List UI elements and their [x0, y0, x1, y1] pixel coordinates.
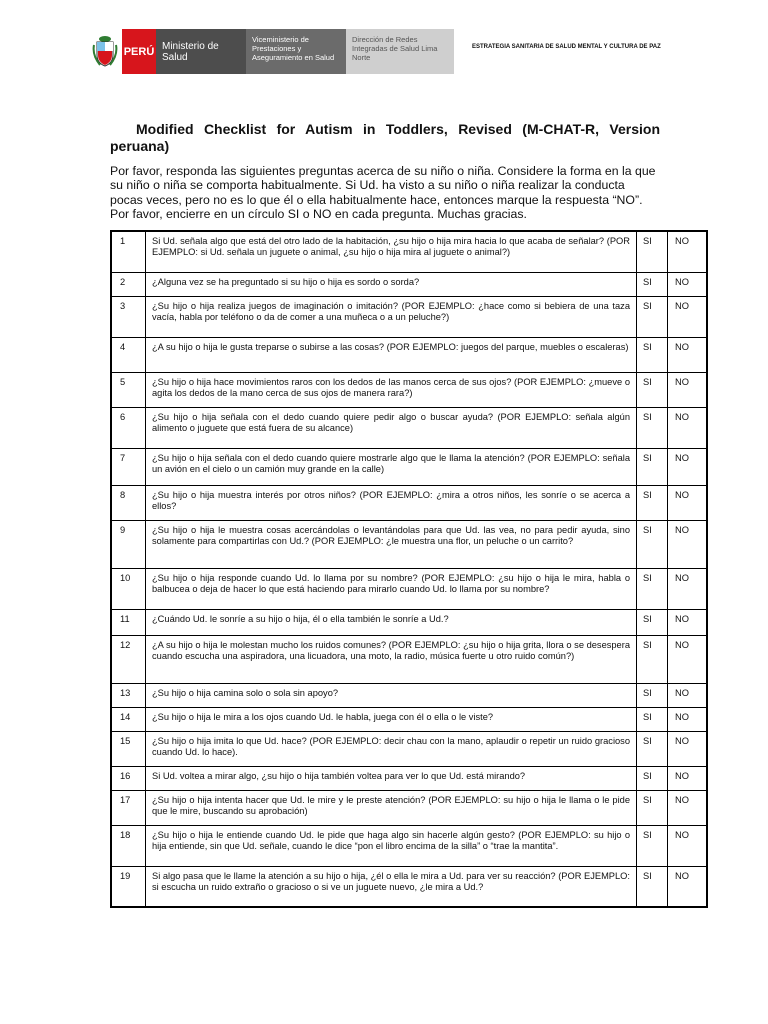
answer-no[interactable]: NO — [668, 790, 708, 825]
question-text: Si Ud. señala algo que está del otro lado de la habitación, ¿su hijo o hija mira hacia lo que acaba de señalar? (POR EJEMPLO: si Ud. señala un juguete o animal, ¿su hijo o hija mira al juguete o animal?) — [146, 231, 637, 272]
question-text: ¿Su hijo o hija le entiende cuando Ud. le pide que haga algo sin hacerle algún gesto? (POR EJEMPLO: su hijo o hija entiende, sin que Ud. señale, cuando le dice “pon el libro encima de la silla” o “trae la mantita”. — [146, 825, 637, 866]
question-number: 7 — [111, 448, 146, 485]
question-row — [111, 407, 707, 448]
answer-yes[interactable]: SI — [637, 635, 668, 683]
question-row — [111, 825, 707, 866]
question-text: ¿Su hijo o hija le mira a los ojos cuando Ud. le habla, juega con él o ella o le viste? — [146, 707, 637, 731]
answer-no[interactable]: NO — [668, 337, 708, 372]
coat-of-arms-icon — [88, 29, 122, 74]
question-row — [111, 766, 707, 790]
answer-yes[interactable]: SI — [637, 520, 668, 568]
answer-no[interactable]: NO — [668, 766, 708, 790]
questions-table — [110, 230, 708, 908]
question-text: ¿Su hijo o hija señala con el dedo cuando quiere pedir algo o buscar ayuda? (POR EJEMPLO: señala algún alimento o juguete que está fuera de su alcance) — [146, 407, 637, 448]
question-row — [111, 520, 707, 568]
answer-no[interactable]: NO — [668, 683, 708, 707]
question-number: 15 — [111, 731, 146, 766]
answer-no[interactable]: NO — [668, 448, 708, 485]
question-text: ¿Su hijo o hija responde cuando Ud. lo llama por su nombre? (POR EJEMPLO: ¿su hijo o hija le mira, habla o balbucea o deja de hacer lo que está haciendo para mirarlo cuando Ud. lo llama por su nombre? — [146, 568, 637, 609]
answer-no[interactable]: NO — [668, 609, 708, 635]
question-row — [111, 337, 707, 372]
answer-yes[interactable]: SI — [637, 231, 668, 272]
question-number: 14 — [111, 707, 146, 731]
vice-ministry-label: Viceministerio de Prestaciones y Aseguramiento en Salud — [246, 29, 346, 74]
question-number: 19 — [111, 866, 146, 907]
ministry-label: Ministerio de Salud — [156, 29, 246, 74]
answer-yes[interactable]: SI — [637, 731, 668, 766]
answer-yes[interactable]: SI — [637, 790, 668, 825]
question-text: ¿Alguna vez se ha preguntado si su hijo o hija es sordo o sorda? — [146, 272, 637, 296]
answer-no[interactable]: NO — [668, 485, 708, 520]
question-row — [111, 568, 707, 609]
answer-no[interactable]: NO — [668, 231, 708, 272]
question-row — [111, 866, 707, 907]
question-row — [111, 790, 707, 825]
document-title: Modified Checklist for Autism in Toddlers, Revised (M-CHAT-R, Version peruana) — [110, 121, 660, 154]
question-number: 16 — [111, 766, 146, 790]
peru-label: PERÚ — [122, 29, 156, 74]
question-row — [111, 372, 707, 407]
question-text: ¿A su hijo o hija le molestan mucho los ruidos comunes? (POR EJEMPLO: ¿su hijo o hija grita, llora o se desespera cuando escucha una aspiradora, una licuadora, una moto, la radio, música fuerte u otro ruido común?) — [146, 635, 637, 683]
answer-no[interactable]: NO — [668, 731, 708, 766]
direction-label: Dirección de Redes Integradas de Salud Lima Norte — [346, 29, 454, 74]
question-row — [111, 635, 707, 683]
question-row — [111, 731, 707, 766]
answer-no[interactable]: NO — [668, 372, 708, 407]
answer-yes[interactable]: SI — [637, 372, 668, 407]
question-text: Si Ud. voltea a mirar algo, ¿su hijo o hija también voltea para ver lo que Ud. está mirando? — [146, 766, 637, 790]
question-number: 8 — [111, 485, 146, 520]
question-number: 4 — [111, 337, 146, 372]
question-row — [111, 231, 707, 272]
instructions-paragraph: Por favor, responda las siguientes preguntas acerca de su niño o niña. Considere la forma en la que su niño o niña se comporta habitualmente. Si Ud. ha visto a su niño o niña realizar la conducta pocas veces, pero no es lo que él o ella habitualmente hace, entonces marque la respuesta “NO”. Por favor, encierre en un círculo SI o NO en cada pregunta. Muchas gracias. — [110, 164, 656, 222]
question-number: 13 — [111, 683, 146, 707]
answer-yes[interactable]: SI — [637, 485, 668, 520]
answer-no[interactable]: NO — [668, 407, 708, 448]
answer-yes[interactable]: SI — [637, 568, 668, 609]
question-text: ¿Su hijo o hija camina solo o sola sin apoyo? — [146, 683, 637, 707]
answer-no[interactable]: NO — [668, 568, 708, 609]
answer-no[interactable]: NO — [668, 520, 708, 568]
questions-table-body — [111, 231, 707, 907]
answer-no[interactable]: NO — [668, 866, 708, 907]
question-text: ¿Su hijo o hija intenta hacer que Ud. le mire y le preste atención? (POR EJEMPLO: su hijo o hija le llama o le pide que le mire, buscando su aprobación) — [146, 790, 637, 825]
answer-yes[interactable]: SI — [637, 866, 668, 907]
answer-no[interactable]: NO — [668, 707, 708, 731]
question-number: 9 — [111, 520, 146, 568]
question-row — [111, 448, 707, 485]
answer-no[interactable]: NO — [668, 296, 708, 337]
question-text: ¿Su hijo o hija muestra interés por otros niños? (POR EJEMPLO: ¿mira a otros niños, les sonríe o se acerca a ellos? — [146, 485, 637, 520]
question-number: 17 — [111, 790, 146, 825]
answer-yes[interactable]: SI — [637, 683, 668, 707]
question-row — [111, 707, 707, 731]
header-logo-strip — [88, 29, 454, 74]
answer-no[interactable]: NO — [668, 635, 708, 683]
question-text: Si algo pasa que le llame la atención a su hijo o hija, ¿él o ella le mira a Ud. para ver su reacción? (POR EJEMPLO: si escucha un ruido extraño o gracioso o si ve un juguete nuevo, ¿le mira a Ud.? — [146, 866, 637, 907]
question-text: ¿Su hijo o hija le muestra cosas acercándolas o levantándolas para que Ud. las vea, no para pedir ayuda, sino solamente para compartirlas con Ud.? (POR EJEMPLO: ¿le muestra una flor, un peluche o un carrito? — [146, 520, 637, 568]
question-text: ¿A su hijo o hija le gusta treparse o subirse a las cosas? (POR EJEMPLO: juegos del parque, muebles o escaleras) — [146, 337, 637, 372]
question-row — [111, 683, 707, 707]
question-row — [111, 609, 707, 635]
question-number: 5 — [111, 372, 146, 407]
answer-yes[interactable]: SI — [637, 272, 668, 296]
question-text: ¿Su hijo o hija señala con el dedo cuando quiere mostrarle algo que le llama la atención? (POR EJEMPLO: señala un avión en el cielo o un camión muy grande en la calle) — [146, 448, 637, 485]
answer-yes[interactable]: SI — [637, 609, 668, 635]
answer-no[interactable]: NO — [668, 272, 708, 296]
question-number: 18 — [111, 825, 146, 866]
question-text: ¿Su hijo o hija imita lo que Ud. hace? (POR EJEMPLO: decir chau con la mano, aplaudir o repetir un ruido gracioso cuando Ud. lo hace). — [146, 731, 637, 766]
question-number: 10 — [111, 568, 146, 609]
answer-yes[interactable]: SI — [637, 825, 668, 866]
question-number: 3 — [111, 296, 146, 337]
question-number: 11 — [111, 609, 146, 635]
answer-no[interactable]: NO — [668, 825, 708, 866]
question-text: ¿Su hijo o hija hace movimientos raros con los dedos de las manos cerca de sus ojos? (POR EJEMPLO: ¿mueve o agita los dedos de la mano cerca de sus ojos de manera rara?) — [146, 372, 637, 407]
question-row — [111, 272, 707, 296]
question-row — [111, 485, 707, 520]
question-text: ¿Cuándo Ud. le sonríe a su hijo o hija, él o ella también le sonríe a Ud.? — [146, 609, 637, 635]
strategy-label: ESTRATEGIA SANITARIA DE SALUD MENTAL Y CULTURA DE PAZ — [472, 44, 661, 50]
question-number: 12 — [111, 635, 146, 683]
question-number: 2 — [111, 272, 146, 296]
answer-yes[interactable]: SI — [637, 448, 668, 485]
question-number: 1 — [111, 231, 146, 272]
answer-yes[interactable]: SI — [637, 296, 668, 337]
answer-yes[interactable]: SI — [637, 337, 668, 372]
question-number: 6 — [111, 407, 146, 448]
question-text: ¿Su hijo o hija realiza juegos de imaginación o imitación? (POR EJEMPLO: ¿hace como si bebiera de una taza vacía, habla por teléfono o da de comer a una muñeca o a un peluche?) — [146, 296, 637, 337]
question-row — [111, 296, 707, 337]
answer-yes[interactable]: SI — [637, 407, 668, 448]
answer-yes[interactable]: SI — [637, 766, 668, 790]
answer-yes[interactable]: SI — [637, 707, 668, 731]
